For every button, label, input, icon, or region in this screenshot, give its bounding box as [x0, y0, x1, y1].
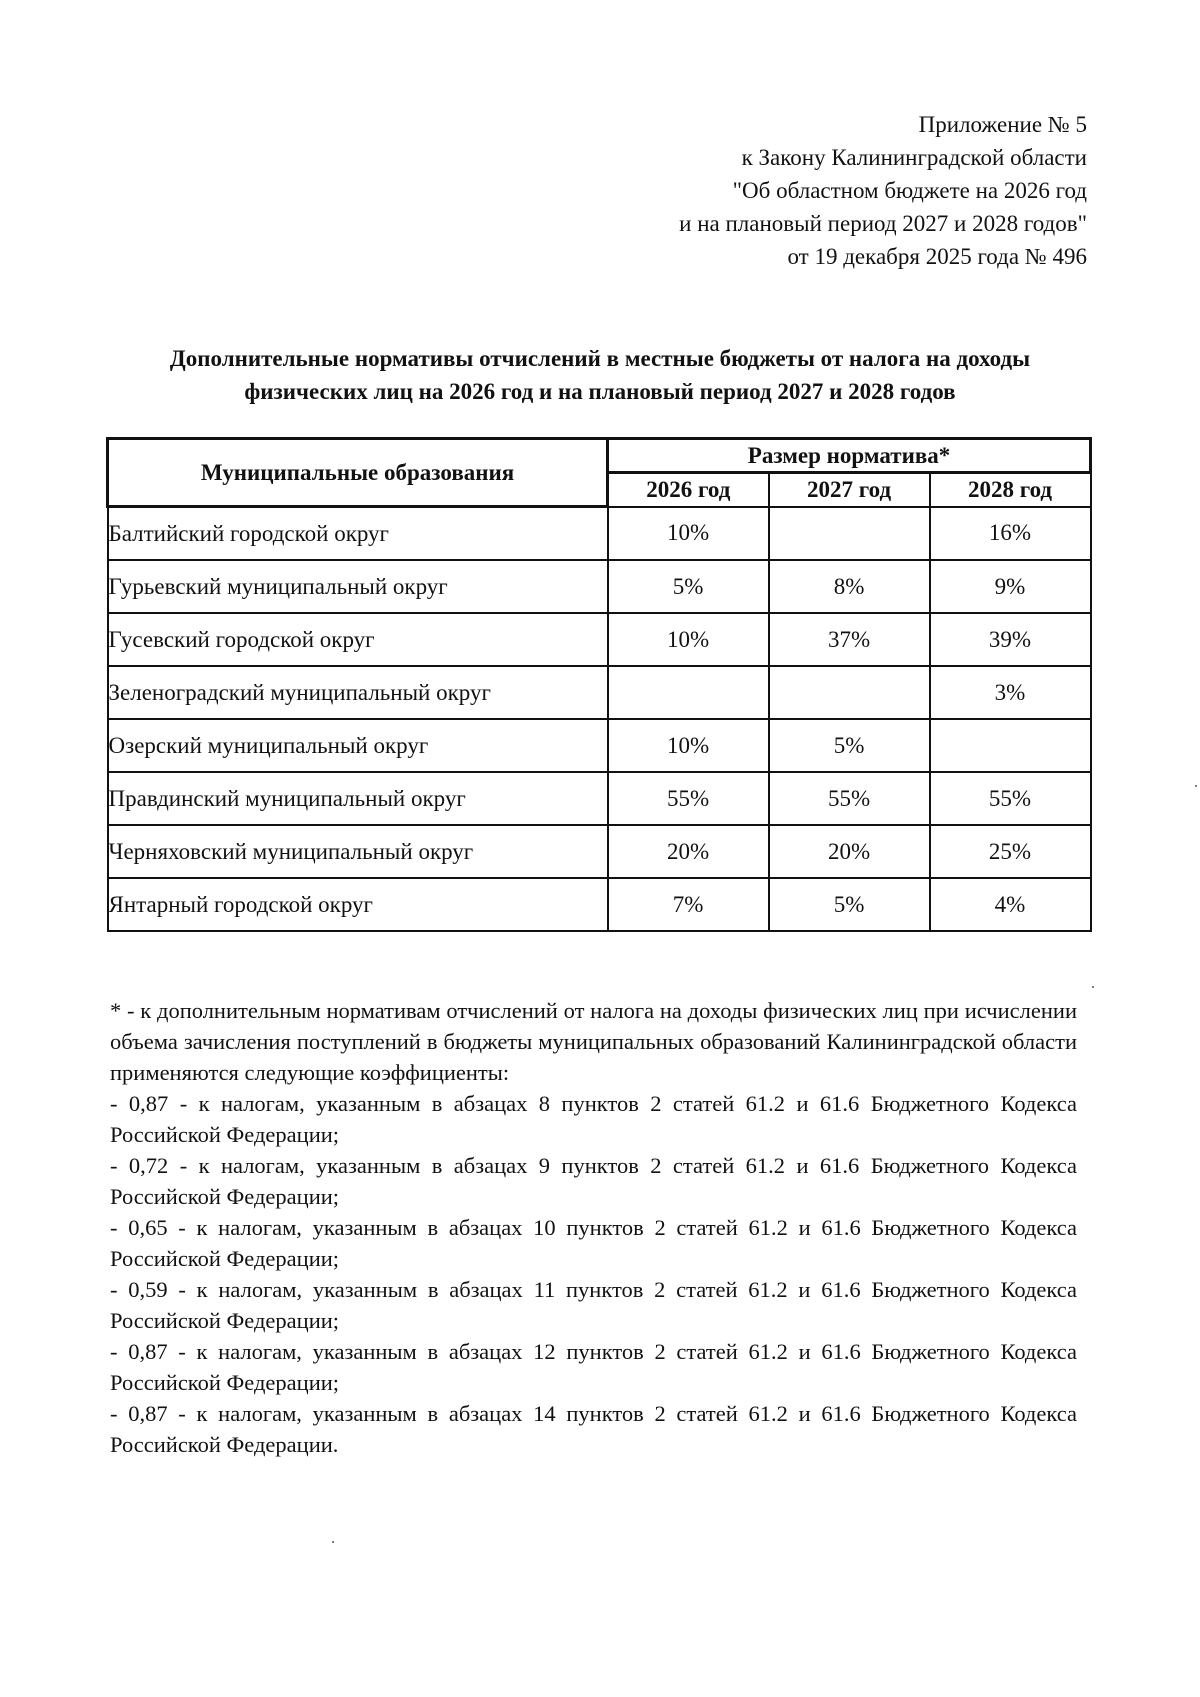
value-2027: 20%	[769, 825, 930, 878]
footnote	[110, 995, 1077, 1460]
table-row	[108, 772, 1091, 825]
appendix-line-4: и на плановый период 2027 и 2028 годов"	[679, 211, 1087, 236]
value-2026: 7%	[608, 878, 769, 931]
header-year-2028: 2028 год	[930, 473, 1091, 507]
row-name: Зеленоградский муниципальный округ	[108, 666, 608, 719]
row-name: Янтарный городской округ	[108, 878, 608, 931]
table-row	[108, 719, 1091, 772]
header-norm-size: Размер норматива*	[608, 439, 1091, 473]
footnote-item-5: - 0,87 - к налогам, указанным в абзацах 12 пунктов 2 статей 61.2 и 61.6 Бюджетного Кодекса Российской Федерации;	[110, 1339, 1077, 1395]
value-2028: 55%	[930, 772, 1091, 825]
row-name: Черняховский муниципальный округ	[108, 825, 608, 878]
footnote-item-6: - 0,87 - к налогам, указанным в абзацах 14 пунктов 2 статей 61.2 и 61.6 Бюджетного Кодекса Российской Федерации.	[110, 1401, 1077, 1457]
value-2026: 10%	[608, 613, 769, 666]
appendix-line-2: к Закону Калининградской области	[741, 145, 1087, 170]
value-2028: 9%	[930, 560, 1091, 613]
value-2028: 4%	[930, 878, 1091, 931]
value-2027	[769, 666, 930, 719]
scan-speck	[332, 1541, 334, 1543]
value-2027: 55%	[769, 772, 930, 825]
row-name: Правдинский муниципальный округ	[108, 772, 608, 825]
value-2028: 25%	[930, 825, 1091, 878]
header-year-2027: 2027 год	[769, 473, 930, 507]
value-2027: 8%	[769, 560, 930, 613]
table-row	[108, 666, 1091, 719]
table-row	[108, 878, 1091, 931]
header-municipality: Муниципальные образования	[108, 439, 608, 507]
header-year-2026: 2026 год	[608, 473, 769, 507]
value-2026	[608, 666, 769, 719]
table-row	[108, 613, 1091, 666]
value-2028: 3%	[930, 666, 1091, 719]
value-2026: 55%	[608, 772, 769, 825]
footnote-item-4: - 0,59 - к налогам, указанным в абзацах 11 пунктов 2 статей 61.2 и 61.6 Бюджетного Кодекса Российской Федерации;	[110, 1277, 1077, 1333]
title-line-2: физических лиц на 2026 год и на плановый период 2027 и 2028 годов	[244, 379, 956, 404]
row-name: Балтийский городской округ	[108, 507, 608, 561]
appendix-line-3: "Об областном бюджете на 2026 год	[732, 178, 1087, 203]
value-2027: 37%	[769, 613, 930, 666]
row-name: Гусевский городской округ	[108, 613, 608, 666]
scan-speck	[1092, 986, 1094, 988]
value-2028	[930, 719, 1091, 772]
value-2026: 20%	[608, 825, 769, 878]
appendix-line-1: Приложение № 5	[918, 112, 1087, 137]
value-2027: 5%	[769, 719, 930, 772]
norms-table	[106, 437, 1092, 932]
row-name: Озерский муниципальный округ	[108, 719, 608, 772]
appendix-header	[679, 108, 1087, 273]
footnote-item-3: - 0,65 - к налогам, указанным в абзацах 10 пунктов 2 статей 61.2 и 61.6 Бюджетного Кодекса Российской Федерации;	[110, 1215, 1077, 1271]
document-title	[110, 342, 1090, 408]
table-row	[108, 507, 1091, 561]
value-2027: 5%	[769, 878, 930, 931]
table-row	[108, 560, 1091, 613]
footnote-item-1: - 0,87 - к налогам, указанным в абзацах 8 пунктов 2 статей 61.2 и 61.6 Бюджетного Кодекса Российской Федерации;	[110, 1091, 1077, 1147]
scan-speck	[1195, 785, 1197, 787]
title-line-1: Дополнительные нормативы отчислений в местные бюджеты от налога на доходы	[169, 346, 1031, 371]
table-row	[108, 825, 1091, 878]
appendix-line-5: от 19 декабря 2025 года № 496	[787, 244, 1087, 269]
value-2026: 10%	[608, 719, 769, 772]
value-2028: 16%	[930, 507, 1091, 561]
value-2028: 39%	[930, 613, 1091, 666]
value-2026: 10%	[608, 507, 769, 561]
value-2027	[769, 507, 930, 561]
footnote-item-2: - 0,72 - к налогам, указанным в абзацах 9 пунктов 2 статей 61.2 и 61.6 Бюджетного Кодекса Российской Федерации;	[110, 1153, 1077, 1209]
footnote-intro: * - к дополнительным нормативам отчислений от налога на доходы физических лиц при исчислении объема зачисления поступлений в бюджеты муниципальных образований Калининградской области применяются следующие коэффициенты:	[110, 998, 1077, 1085]
value-2026: 5%	[608, 560, 769, 613]
row-name: Гурьевский муниципальный округ	[108, 560, 608, 613]
